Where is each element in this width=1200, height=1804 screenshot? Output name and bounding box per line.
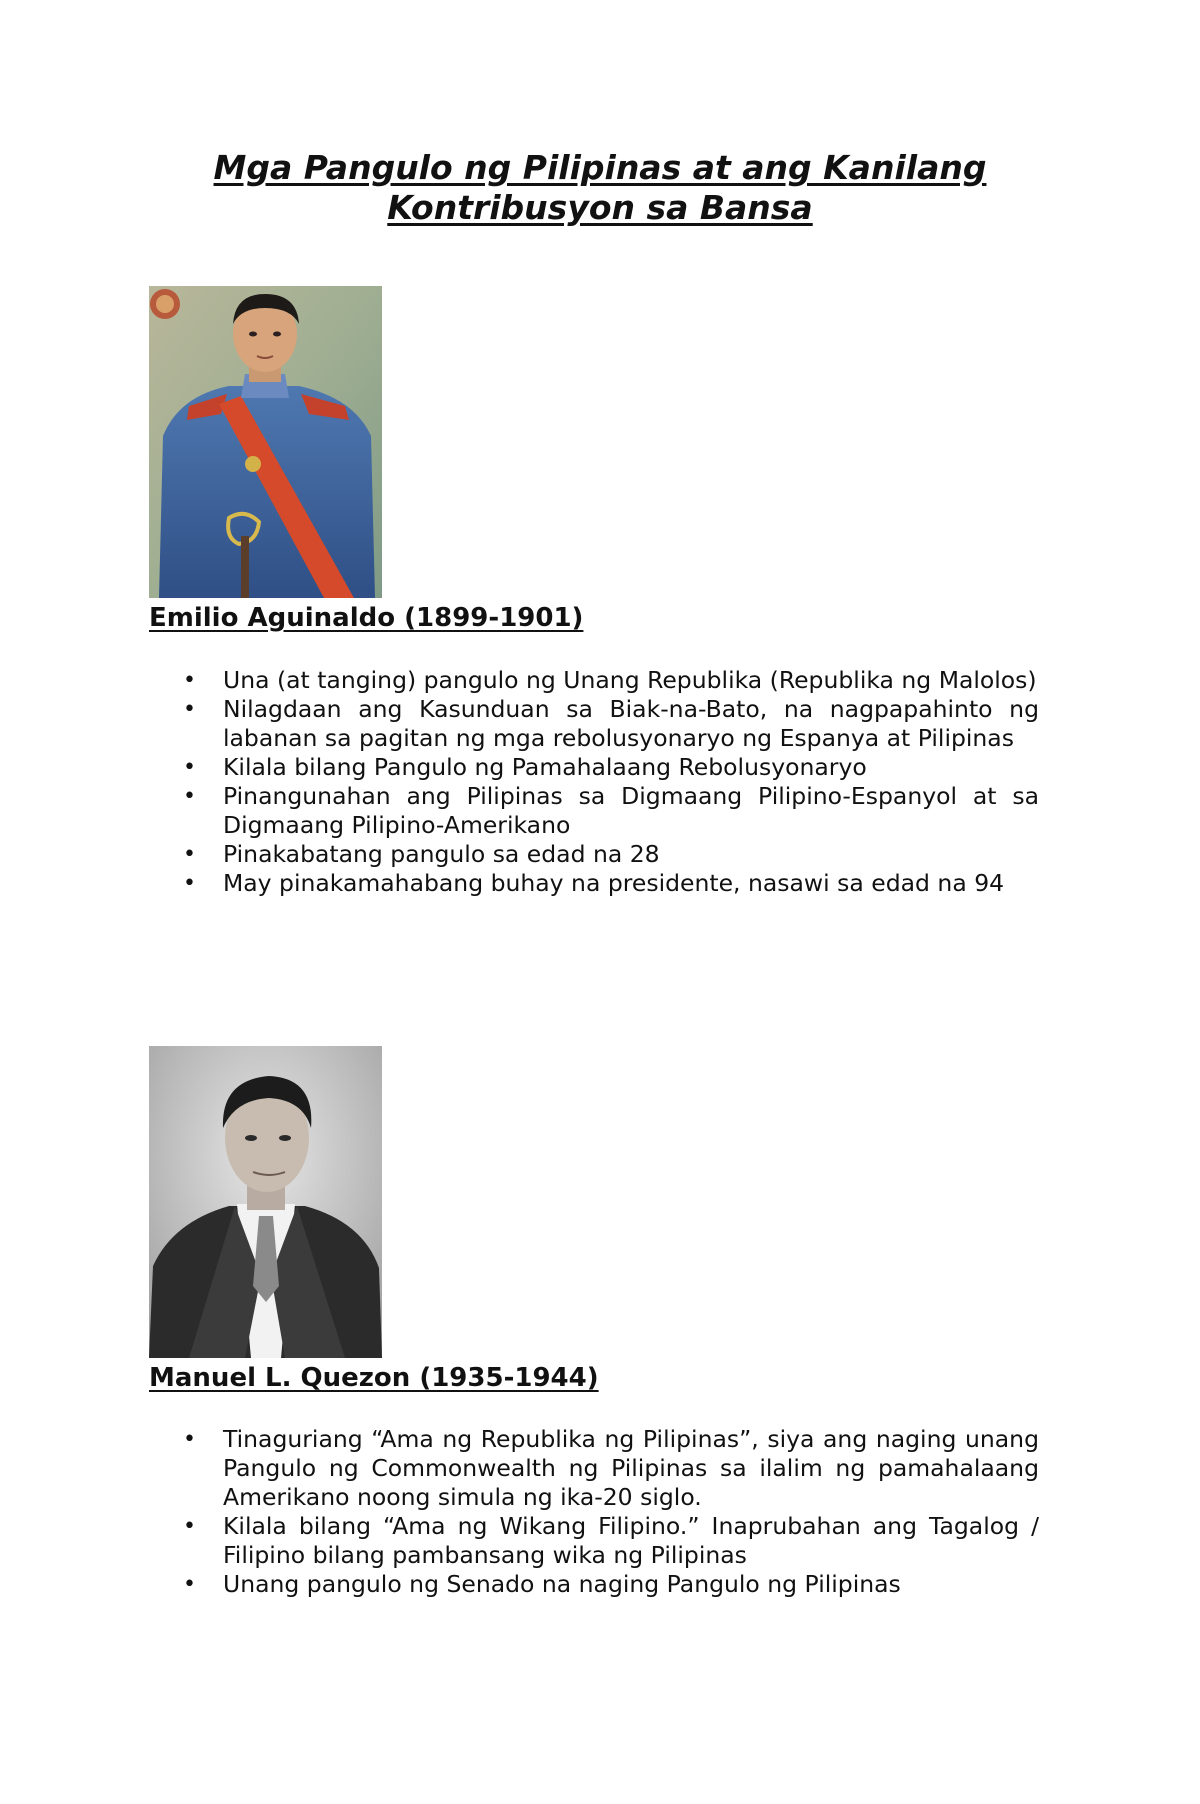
page-title-line-1: Mga Pangulo ng Pilipinas at ang Kanilang — [213, 148, 987, 187]
aguinaldo-portrait — [149, 286, 382, 598]
list-item: • Kilala bilang Pangulo ng Pamahalaang Rebolusyonaryo — [223, 753, 1039, 782]
quezon-contributions-list — [223, 1425, 1039, 1599]
list-item: • Kilala bilang “Ama ng Wikang Filipino.” Inaprubahan ang Tagalog / Filipino bilang pambansang wika ng Pilipinas — [223, 1512, 1039, 1570]
page-title-line-2: Kontribusyon sa Bansa — [387, 188, 813, 227]
portrait-photo-icon — [149, 1046, 382, 1358]
portrait-painting-icon — [149, 286, 382, 598]
list-item: • Unang pangulo ng Senado na naging Pangulo ng Pilipinas — [223, 1570, 1039, 1599]
aguinaldo-contributions-list — [223, 666, 1039, 898]
list-item: • Pinakabatang pangulo sa edad na 28 — [223, 840, 1039, 869]
list-item: • Una (at tanging) pangulo ng Unang Republika (Republika ng Malolos) — [223, 666, 1039, 695]
president-name-quezon: Manuel L. Quezon (1935-1944) — [149, 1363, 599, 1393]
list-item: • Nilagdaan ang Kasunduan sa Biak-na-Bato, na nagpapahinto ng labanan sa pagitan ng mga rebolusyonaryo ng Espanya at Pilipinas — [223, 695, 1039, 753]
list-item: • Tinaguriang “Ama ng Republika ng Pilipinas”, siya ang naging unang Pangulo ng Commonwealth ng Pilipinas sa ilalim ng pamahalaang Amerikano noong simula ng ika-20 siglo. — [223, 1425, 1039, 1512]
list-item: • Pinangunahan ang Pilipinas sa Digmaang Pilipino-Espanyol at sa Digmaang Pilipino-Amerikano — [223, 782, 1039, 840]
quezon-portrait — [149, 1046, 382, 1358]
page-title — [0, 148, 1200, 228]
president-name-aguinaldo: Emilio Aguinaldo (1899-1901) — [149, 603, 584, 633]
list-item: • May pinakamahabang buhay na presidente, nasawi sa edad na 94 — [223, 869, 1039, 898]
